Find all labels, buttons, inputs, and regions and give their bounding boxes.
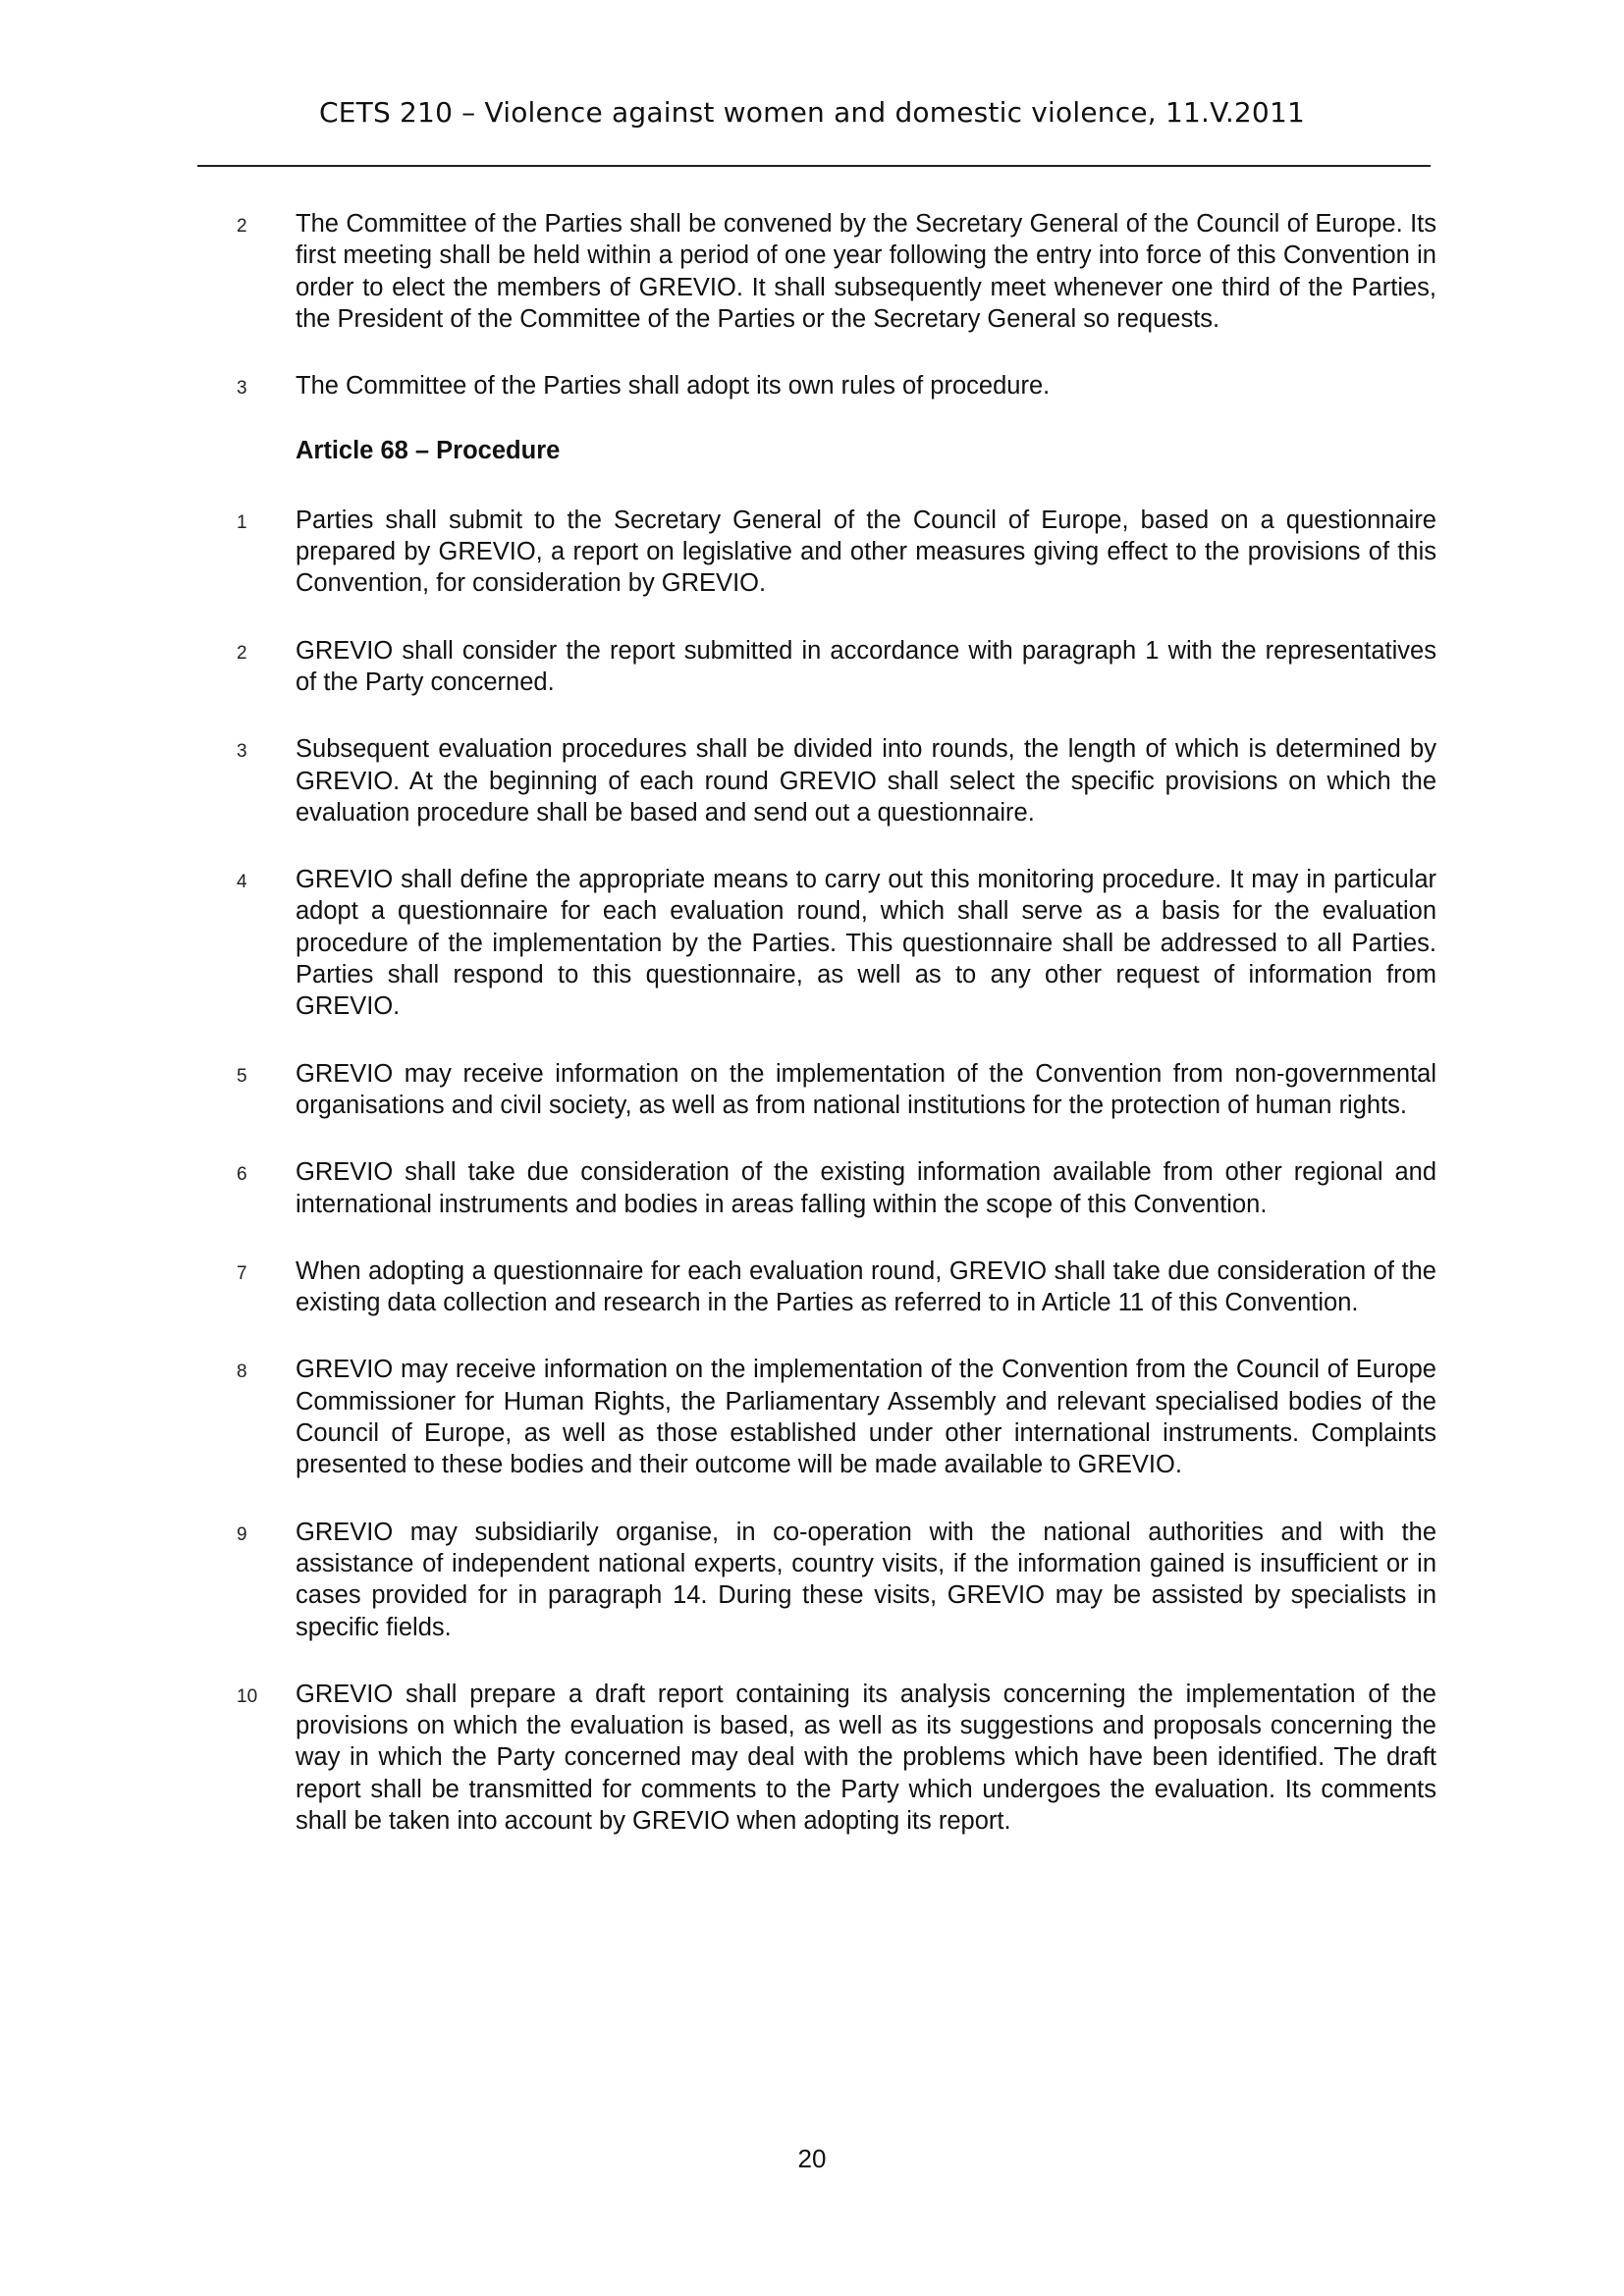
page-number: 20 <box>797 2144 827 2173</box>
paragraph-text: GREVIO may receive information on the implementation of the Convention from non-governmental organisations and civil society, as well as from national institutions for the protection of human rights. <box>296 1059 1436 1119</box>
paragraph-number: 5 <box>237 1065 247 1087</box>
paragraph-item <box>237 208 1436 335</box>
paragraph-text: Subsequent evaluation procedures shall be divided into rounds, the length of which is determined by GREVIO. At the beginning of each round GREVIO shall select the specific provisions on which the evaluation procedure shall be based and send out a questionnaire. <box>296 735 1436 827</box>
paragraph-item <box>237 1679 1436 1837</box>
paragraph-text: GREVIO shall take due consideration of the existing information available from other regional and international instruments and bodies in areas falling within the scope of this Convention. <box>296 1158 1436 1218</box>
document-body <box>237 208 1436 1872</box>
paragraph-number: 3 <box>237 378 247 400</box>
paragraph-item <box>237 505 1436 600</box>
paragraph-text: Parties shall submit to the Secretary General of the Council of Europe, based on a questionnaire prepared by GREVIO, a report on legislative and other measures giving effect to the provisions of this Convention, for consideration by GREVIO. <box>296 506 1436 598</box>
paragraph-text: The Committee of the Parties shall be convened by the Secretary General of the Council of Europe. Its first meeting shall be held within a period of one year following the entry into force of this Convention in order to elect the members of GREVIO. It shall subsequently meet whenever one third of the Parties, the President of the Committee of the Parties or the Secretary General so requests. <box>296 210 1436 333</box>
paragraph-text: The Committee of the Parties shall adopt its own rules of procedure. <box>296 372 1051 400</box>
paragraph-text: GREVIO shall define the appropriate means to carry out this monitoring procedure. It may in particular adopt a questionnaire for each evaluation round, which shall serve as a basis for the evaluation procedure of the implementation by the Parties. This questionnaire shall be addressed to all Parties. Parties shall respond to this questionnaire, as well as to any other request of information from GREVIO. <box>296 866 1436 1021</box>
paragraph-text: GREVIO may receive information on the implementation of the Convention from the Council of Europe Commissioner for Human Rights, the Parliamentary Assembly and relevant specialised bodies of the Council of Europe, as well as those established under other international instruments. Complaints presented to these bodies and their outcome will be made available to GREVIO. <box>296 1356 1436 1479</box>
paragraph-item <box>237 864 1436 1022</box>
paragraph-number: 8 <box>237 1362 247 1383</box>
paragraph-text: GREVIO shall prepare a draft report containing its analysis concerning the implementation of the provisions on which the evaluation is based, as well as its suggestions and proposals concerning the way in which the Party concerned may deal with the problems which have been identified. The draft report shall be transmitted for comments to the Party which undergoes the evaluation. Its comments shall be taken into account by GREVIO when adopting its report. <box>296 1680 1436 1835</box>
article-heading: Article 68 – Procedure <box>296 437 561 465</box>
paragraph-item <box>237 1354 1436 1480</box>
paragraph-item <box>237 370 1436 401</box>
paragraph-number: 3 <box>237 741 247 763</box>
paragraph-item <box>237 1517 1436 1643</box>
paragraph-text: When adopting a questionnaire for each evaluation round, GREVIO shall take due consideration of the existing data collection and research in the Parties as referred to in Article 11 of this Convention. <box>296 1256 1436 1317</box>
paragraph-item <box>237 635 1436 699</box>
paragraph-number: 4 <box>237 872 247 893</box>
page-header-title: CETS 210 – Violence against women and domestic violence, 11.V.2011 <box>319 96 1305 129</box>
paragraph-text: GREVIO may subsidiarily organise, in co-operation with the national authorities and with the assistance of independent national experts, country visits, if the information gained is insufficient or in cases provided for in paragraph 14. During these visits, GREVIO may be assisted by specialists in specific fields. <box>296 1518 1436 1641</box>
paragraph-number: 2 <box>237 642 247 664</box>
paragraph-number: 6 <box>237 1164 247 1186</box>
paragraph-item <box>237 1156 1436 1220</box>
paragraph-text: GREVIO shall consider the report submitted in accordance with paragraph 1 with the representatives of the Party concerned. <box>296 636 1436 696</box>
paragraph-item <box>237 733 1436 828</box>
paragraph-number: 9 <box>237 1523 247 1545</box>
paragraph-number: 10 <box>237 1685 258 1707</box>
header-divider <box>197 165 1431 167</box>
paragraph-number: 1 <box>237 511 247 533</box>
paragraph-number: 2 <box>237 216 247 237</box>
paragraph-item <box>237 1058 1436 1122</box>
paragraph-item <box>237 1255 1436 1319</box>
paragraph-number: 7 <box>237 1262 247 1284</box>
